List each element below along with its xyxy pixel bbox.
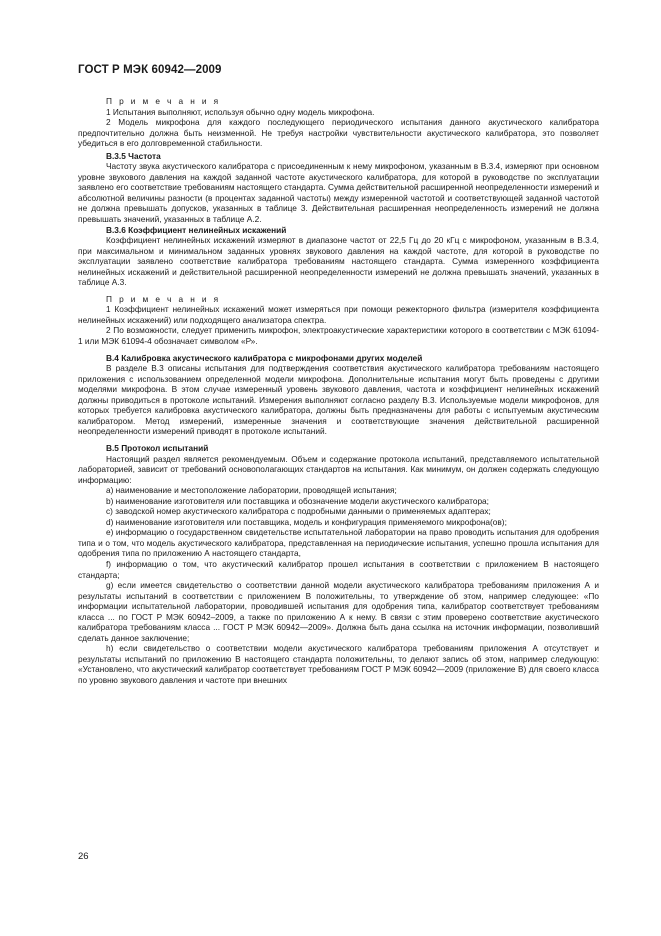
list-item: d) наименование изготовителя или поставщика, модель и конфигурация применяемого микрофона(ов); — [106, 516, 507, 527]
note-paragraph: 2 Модель микрофона для каждого последующего периодического испытания данного акустического калибратора предпочтительно должна быть неизменной. Не требуя настройки чувствительности акустического калибратора, это позволяет убедиться в его долговременной стабильности. — [78, 117, 599, 149]
notes-title: П р и м е ч а н и я — [106, 96, 221, 106]
section-heading-b35: В.3.5 Частота — [106, 150, 161, 161]
note-paragraph: 1 Коэффициент нелинейных искажений может измеряться при помощи режекторного фильтра (измерителя коэффициента нелинейных искажений) или подходящего анализатора спектра. — [78, 304, 599, 325]
section-heading-b4: В.4 Калибровка акустического калибратора с микрофонами других моделей — [106, 352, 423, 363]
list-item: f) информацию о том, что акустический калибратор прошел испытания в соответствии с приложением В настоящего стандарта; — [78, 558, 599, 580]
section-heading-b36: В.3.6 Коэффициент нелинейных искажений — [106, 224, 287, 235]
list-item: a) наименование и местоположение лаборатории, проводящей испытания; — [106, 485, 397, 496]
list-item: b) наименование изготовителя или поставщика и обозначение модели акустического калибратора; — [106, 495, 489, 506]
paragraph-b4: В разделе В.3 описаны испытания для подтверждения соответствия акустического калибратора требованиям настоящего приложения с использованием определенной модели микрофона. Дополнительные испытания могут быть проведены с другими моделями микрофона. В этом случае измеренный уровень звукового давления, частота и коэффициент нелинейных искажений должны приводиться в протоколе испытаний. Измерения выполняют согласно разделу В.3. Используемые модели микрофонов, для которых требуется калибровка акустического калибратора, должны быть предназначены для работы с испытуемым акустическим калибратором. Метод измерений, измеренные значения и соответствующие значения действительной расширенной неопределенности измерений приводят в протоколе испытаний. — [78, 363, 599, 437]
list-item: c) заводской номер акустического калибратора с подробными данными о применяемых адаптерах; — [106, 506, 491, 517]
paragraph-b36: Коэффициент нелинейных искажений измеряют в диапазоне частот от 22,5 Гц до 20 кГц с микрофоном, указанным в В.3.4, при максимальном и минимальном заданных уровнях звукового давления на каждой частоте, для которой в руководстве по эксплуатации заявлено соответствие калибратора требованиям настоящего стандарта. Сумма измеренного коэффициента нелинейных искажений и действительной расширенной неопределенности измерений не должна превышать значений, указанных в таблице А.3. — [78, 235, 599, 288]
note-paragraph: 2 По возможности, следует применить микрофон, электроакустические характеристики которого в соответствии с МЭК 61094-1 или МЭК 61094-4 обозначает символом «Р». — [78, 325, 599, 347]
paragraph-b5-intro: Настоящий раздел является рекомендуемым. Объем и содержание протокола испытаний, представляемого испытательной лабораторией, зависит от требований основополагающих стандартов на испытания. Как минимум, он должен содержать следующую информацию: — [78, 453, 599, 485]
list-item: e) информацию о государственном свидетельстве испытательной лаборатории на право проводить испытания для одобрения типа и о том, что модель акустического калибратора, представленная на периодические испытания, успешно прошла испытания для одобрения типа по приложению А настоящего стандарта, — [78, 527, 599, 559]
note-paragraph: 1 Испытания выполняют, используя обычно одну модель микрофона. — [106, 106, 375, 117]
document-header: ГОСТ Р МЭК 60942—2009 — [78, 64, 222, 76]
document-body — [78, 96, 599, 686]
section-heading-b5: В.5 Протокол испытаний — [106, 442, 209, 453]
notes-title: П р и м е ч а н и я — [106, 293, 221, 304]
page-number: 26 — [78, 851, 89, 862]
paragraph-b35: Частоту звука акустического калибратора с присоединенным к нему микрофоном, указанным в В.3.4, измеряют при основном уровне звукового давления на каждой заданной частоте акустического калибратора, для которой в руководстве по эксплуатации заявлено его соответствие требованиям настоящего стандарта. Сумма действительной расширенной неопределенности измерений и абсолютной величины разности (в процентах заданной частоты) между измеренной частотой и соответствующей заданной частотой не должна превышать допусков, указанных в таблице 3. Действительная расширенная неопределенность измерений не должна превышать значений, указанных в таблице А.2. — [78, 161, 599, 225]
list-item: g) если имеется свидетельство о соответствии данной модели акустического калибратора требованиям приложения А и результаты испытаний в соответствии с приложением В положительны, то утверждение об этом, например следующее: «По информации испытательной лаборатории, проводившей испытания для одобрения типа, калибратор соответствует требованиям класса ... по ГОСТ Р МЭК 60942–2009, а также по приложению А к нему. В связи с этим проверено соответствие акустического калибратора требованиям класса ... ГОСТ Р МЭК 60942—2009». Должна быть дана ссылка на источник информации, позволивший сделать данное заключение; — [78, 580, 599, 643]
list-item: h) если свидетельство о соответствии модели акустического калибратора требованиям приложения А отсутствует и результаты испытаний по приложению В настоящего стандарта положительны, то делают запись об этом, например следующую: «Установлено, что акустический калибратор соответствует требованиям ГОСТ Р МЭК 60942—2009 (приложение В) для своего класса по уровню звукового давления и частоте при внешних — [78, 643, 599, 685]
